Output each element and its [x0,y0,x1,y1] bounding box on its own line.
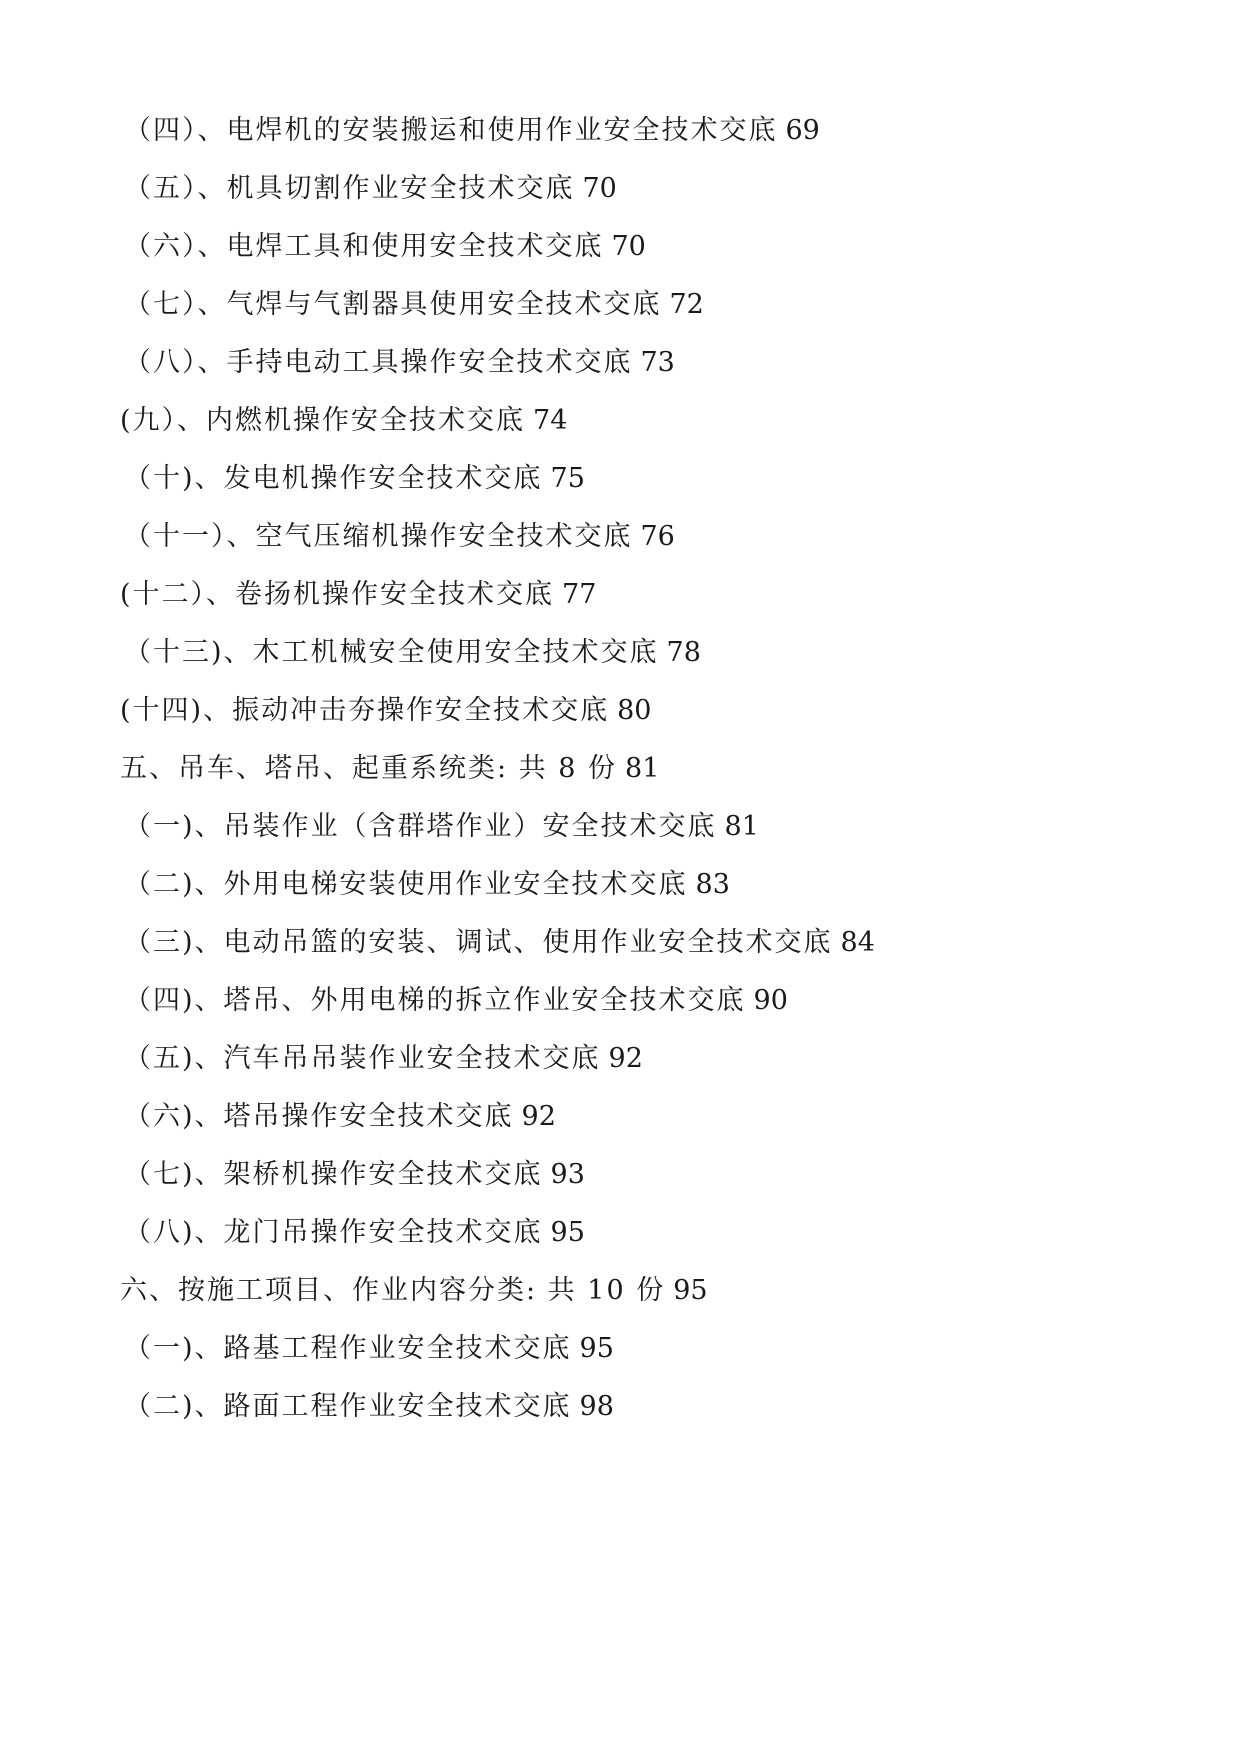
toc-entry-title: （八）、手持电动工具操作安全技术交底 [124,347,633,378]
toc-entry-page: 90 [753,985,788,1016]
toc-entry [124,288,704,322]
toc-entry [124,230,646,264]
toc-entry-title: （八)、龙门吊操作安全技术交底 [124,1217,543,1248]
toc-entry [124,868,730,902]
toc-entry-title: （四)、塔吊、外用电梯的拆立作业安全技术交底 [124,985,746,1016]
toc-entry-title: （十三)、木工机械安全使用安全技术交底 [124,637,659,668]
toc-entry-page: 95 [673,1275,708,1306]
toc-entry-title: （一)、路基工程作业安全技术交底 [124,1333,572,1364]
toc-entry [124,1158,585,1192]
toc-entry [120,578,596,612]
toc-entry-title: （五）、机具切割作业安全技术交底 [124,173,575,204]
toc-entry [120,404,567,438]
toc-entry-page: 92 [521,1101,556,1132]
toc-entry-page: 69 [785,115,820,146]
toc-entry-page: 98 [579,1391,614,1422]
toc-section-heading [120,1274,708,1308]
toc-entry-title: （三)、电动吊篮的安装、调试、使用作业安全技术交底 [124,927,833,958]
toc-entry-title: (九）、内燃机操作安全技术交底 [120,405,526,436]
toc-entry [124,1216,585,1250]
toc-entry-page: 92 [608,1043,643,1074]
toc-section-heading [120,752,659,786]
toc-entry-page: 76 [640,521,675,552]
toc-entry-title: （四）、电焊机的安装搬运和使用作业安全技术交底 [124,115,778,146]
toc-entry [124,636,701,670]
toc-entry-title: （七)、架桥机操作安全技术交底 [124,1159,543,1190]
toc-entry-page: 95 [579,1333,614,1364]
toc-entry-title: （一)、吊装作业（含群塔作业）安全技术交底 [124,811,717,842]
toc-entry [124,1042,643,1076]
toc-entry [124,346,675,380]
toc-entry [124,1332,614,1366]
toc-entry [124,984,788,1018]
toc-entry [124,462,585,496]
toc-entry-page: 77 [562,579,597,610]
toc-entry-title: 六、按施工项目、作业内容分类: 共 10 份 [120,1275,666,1306]
toc-entry-page: 80 [617,695,652,726]
toc-entry-title: （二)、外用电梯安装使用作业安全技术交底 [124,869,688,900]
toc-entry-title: (十四)、振动冲击夯操作安全技术交底 [120,695,610,726]
toc-entry-page: 70 [611,231,646,262]
toc-entry-page: 74 [533,405,568,436]
toc-entry-page: 78 [666,637,701,668]
toc-entry-page: 70 [582,173,617,204]
toc-entry-page: 81 [724,811,759,842]
toc-entry-page: 84 [840,927,875,958]
toc-entry-page: 72 [669,289,704,320]
toc-entry-page: 95 [550,1217,585,1248]
toc-entry-page: 83 [695,869,730,900]
toc-entry-title: （十一）、空气压缩机操作安全技术交底 [124,521,633,552]
toc-entry [124,172,617,206]
toc-entry-title: （六）、电焊工具和使用安全技术交底 [124,231,604,262]
toc-entry [124,520,675,554]
toc-entry-title: （十)、发电机操作安全技术交底 [124,463,543,494]
toc-entry-title: （七）、气焊与气割器具使用安全技术交底 [124,289,662,320]
toc-entry [124,926,875,960]
toc-entry-title: （二)、路面工程作业安全技术交底 [124,1391,572,1422]
toc-entry [124,1100,556,1134]
toc-entry [124,114,820,148]
toc-entry [124,810,759,844]
toc-entry-page: 73 [640,347,675,378]
toc-entry-page: 81 [625,753,660,784]
toc-entry-title: （六)、塔吊操作安全技术交底 [124,1101,514,1132]
toc-entry-title: （五)、汽车吊吊装作业安全技术交底 [124,1043,601,1074]
toc-entry-title: 五、吊车、塔吊、起重系统类: 共 8 份 [120,753,618,784]
toc-entry-page: 75 [550,463,585,494]
toc-entry [124,1390,614,1424]
toc-entry-title: (十二）、卷扬机操作安全技术交底 [120,579,555,610]
toc-entry [120,694,651,728]
toc-entry-page: 93 [550,1159,585,1190]
